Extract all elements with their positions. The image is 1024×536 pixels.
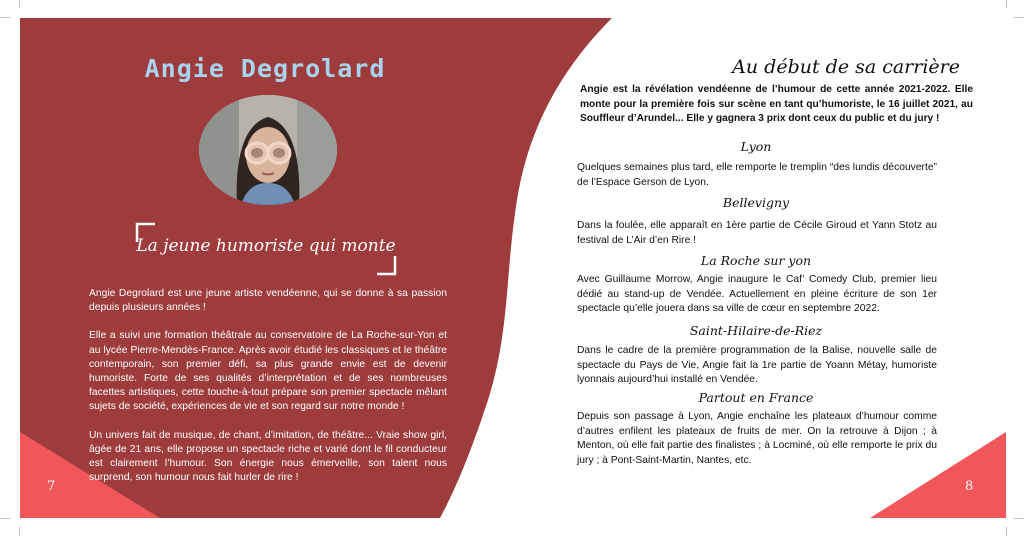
bio-paragraph: Angie Degrolard est une jeune artiste vendéenne, qui se donne à sa passion depuis plusieurs années ! bbox=[89, 288, 447, 314]
crop-mark bbox=[1006, 527, 1007, 536]
bio-paragraph: Un univers fait de musique, de chant, d’imitation, de théâtre... Vraie show girl, âgée de 21 ans, elle propose un spectacle riche et varié dont le fil conducteur est clairement l’humour. Son énergie nous émerveille, son talent nous surprend, son humour nous fait hurler de rire ! bbox=[89, 429, 447, 484]
crop-mark bbox=[19, 0, 20, 8]
tagline: La jeune humoriste qui monte bbox=[136, 236, 396, 256]
paragraph-la-roche-sur-yon: Avec Guillaume Morrow, Angie inaugure le Caf’ Comedy Club, premier lieu dédié au stand-up de Vendée. Actuellement en pleine écriture de son 1er spectacle qu’elle jouera dans sa ville de cœur en septembre 2022. bbox=[577, 274, 937, 314]
subheading-bellevigny: Bellevigny bbox=[722, 195, 790, 210]
section-heading: Au début de sa carrière bbox=[732, 56, 960, 78]
paragraph-lyon: Quelques semaines plus tard, elle remporte le tremplin “des lundis découverte” de l’Espace Gerson de Lyon. bbox=[577, 162, 937, 188]
page-number-right: 8 bbox=[965, 479, 974, 494]
crop-mark bbox=[1014, 518, 1024, 519]
paragraph-bellevigny: Dans la foulée, elle apparaît en 1ère partie de Cécile Giroud et Yann Stotz au festival de L’Air d’en Rire ! bbox=[577, 220, 937, 246]
artist-name: Angie Degrolard bbox=[144, 54, 386, 83]
subheading-saint-hilaire-de-riez: Saint-Hilaire-de-Riez bbox=[689, 323, 823, 338]
crop-mark bbox=[1014, 17, 1024, 18]
portrait-photo bbox=[199, 95, 337, 205]
subheading-partout-en-france: Partout en France bbox=[698, 390, 814, 405]
subheading-la-roche-sur-yon: La Roche sur yon bbox=[700, 253, 812, 268]
paragraph-saint-hilaire-de-riez: Dans le cadre de la première programmation de la Balise, nouvelle salle de spectacle du Pays de Vie, Angie fait la 1re partie de Yoann Métay, humoriste lyonnais aujourd’hui installé en Vendée. bbox=[577, 345, 937, 385]
crop-mark bbox=[0, 518, 10, 519]
crop-mark bbox=[0, 17, 10, 18]
page-number-left: 7 bbox=[47, 479, 56, 494]
bio-paragraph: Elle a suivi une formation théâtrale au conservatoire de La Roche-sur-Yon et au lycée Pierre-Mendès-France. Après avoir étudié les classiques et le théâtre contemporain, son premier défi, sa plus grande envie est de devenir humoriste. Forte de ses qualités d’interprétation et de ses nombreuses facettes artistiques, cette touche-à-tout prépare son premier spectacle mêlant sujets de société, expériences de vie et son regard sur notre monde ! bbox=[89, 330, 447, 413]
crop-mark bbox=[1006, 0, 1007, 8]
intro-paragraph: Angie est la révélation vendéenne de l’humour de cette année 2021-2022. Elle monte pour la première fois sur scène en tant qu’humoriste, le 16 juillet 2021, au Souffleur d’Arundel... Elle y gagnera 3 prix dont ceux du public et du jury ! bbox=[580, 84, 973, 124]
bio-text bbox=[89, 287, 447, 499]
crop-mark bbox=[19, 527, 20, 536]
paragraph-partout-en-france: Depuis son passage à Lyon, Angie enchaîne les plateaux d’humour comme d’autres enfilent les plateaux de fruits de mer. On la retrouve à Dijon ; à Menton, où elle fait partie des finalistes ; à Locminé, où elle remporte le prix du jury ; à Pont-Saint-Martin, Nantes, etc. bbox=[577, 411, 937, 466]
subheading-lyon: Lyon bbox=[740, 139, 772, 154]
